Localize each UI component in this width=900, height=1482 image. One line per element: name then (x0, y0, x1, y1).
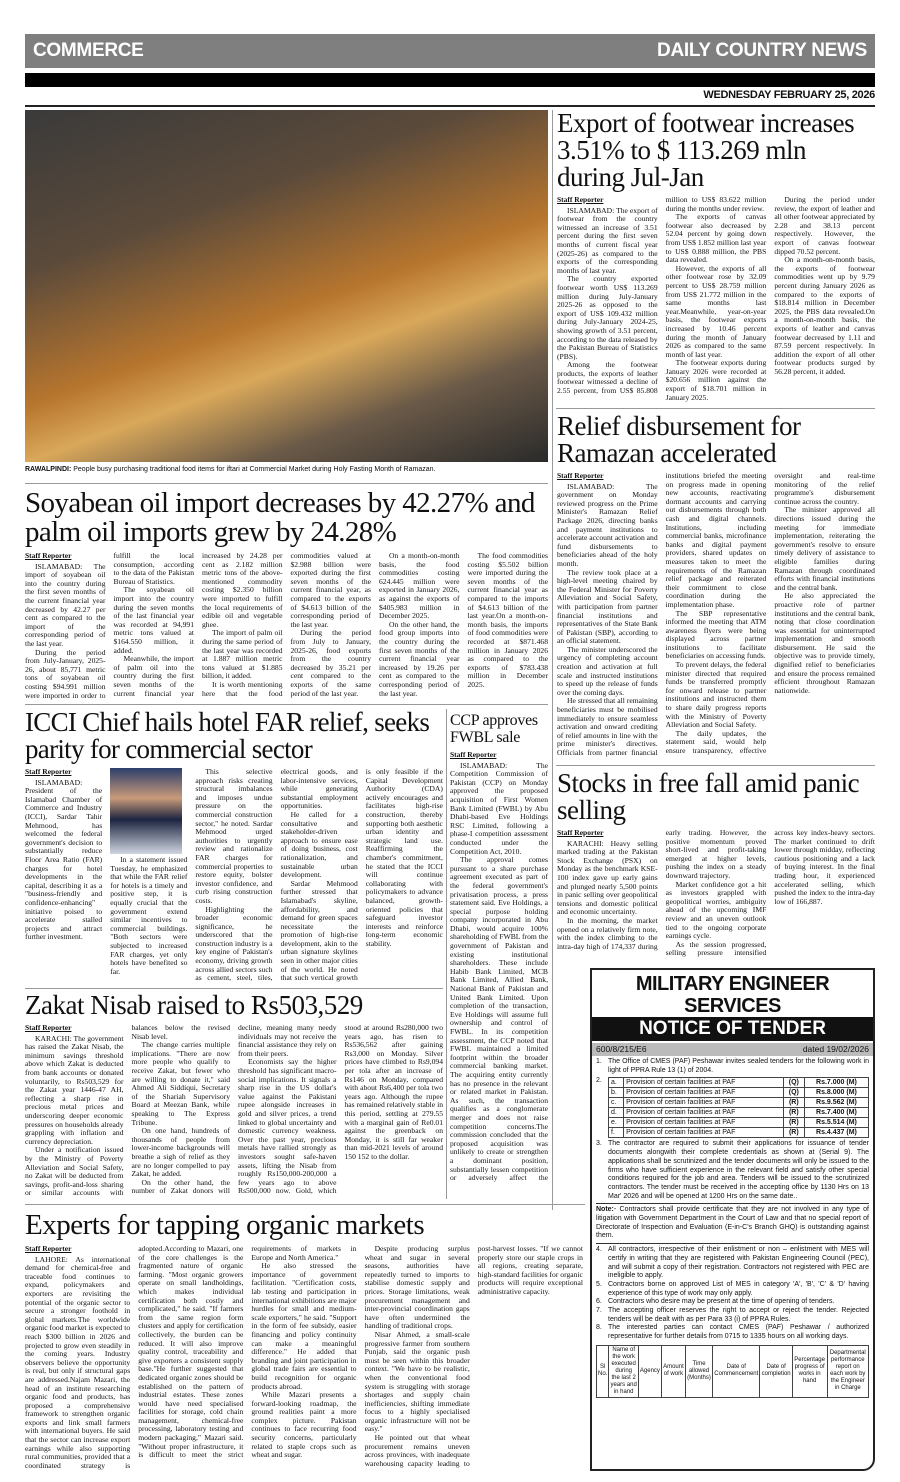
item-part: Contractors who desire may be present at the time of opening of tenders. (608, 1298, 835, 1306)
headline-icci: ICCI Chief hails hotel FAR relief, seeks parity for commercial sector (25, 709, 430, 764)
tender-org: MILITARY ENGINEER SERVICES (635, 973, 830, 1017)
work-type: (R) (783, 1098, 804, 1108)
headline-experts: Experts for tapping organic markets (25, 1210, 425, 1241)
paragraph: On the other hand, the food group imports into the country during the first seven months of the current financial year increased by 19.26 per cent as compared to the corresponding period of the last year. (379, 619, 460, 698)
column-divider (446, 709, 447, 1199)
paragraph: The footwear exports during January 2026 were recorded at $20.656 million against the export of $18.701 million in January 2025. (665, 358, 767, 402)
table-header: Percentage progress of works in hand (792, 1345, 827, 1397)
paragraph: During the period from July to January, 2025-26, food exports from the country decreased by 35.21 per cent compared to the exports of the same period of the last year. (290, 628, 371, 698)
paragraph: Sardar Mehmood further stressed that Islamabad's skyline, affordability, and demand for green spaces necessitate the promotion of high-rise development, akin to the urban signature skylines seen in other major cities of the world. He noted that such vertical growth is only feasible if the Capital Development Authority (CDA) actively encourages and facilitates high-rise construction, thereby supporting both aesthetic urban identity and strategic land use. Reaffirming the chamber's commitment, he stated that the ICCI will continue collaborating with policymakers to advance balanced, growth-oriented policies that safeguard investor interests and reinforce long-term economic stability. (280, 768, 443, 983)
paragraph: However, the exports of all other footwear rose by 32.09 percent to US$ 28.759 million from US$ 21.772 million in the same months last year.Meanwhile, year-on-year basis, the footwear exports increased by 10.46 percent during the month of January 2026 as compared to the same month of last year. (665, 263, 767, 359)
story-experts (25, 1210, 583, 1474)
divider (25, 988, 443, 989)
table-header: Time allowed (Months) (685, 1345, 712, 1397)
work-sn: f. (609, 1128, 624, 1138)
paragraph: During the period from July-January, 2025-26, about 85,771 metric tons of soyabean oil costing $94.991 million were imported in order to fulfill the local consumption, according to the data of the Pakistan Bureau of Statistics. (25, 552, 194, 700)
note-label: Note: (596, 1206, 614, 1214)
paragraph: ISLAMABAD: President of the Islamabad Chamber of Commerce and Industry (ICCI), Sardar Tahir Mehmood, has welcomed the federal government's decision to substantially reduce Floor Area Ratio (FAR) charges for hotel developments in the capital, describing it as a "business-friendly and confidence-enhancing" initiative poised to accelerate stalled projects and attract further investment. (25, 777, 103, 942)
item-part: 4. (596, 1246, 602, 1254)
item-part: 7. (596, 1307, 602, 1315)
section-name: COMMERCE (33, 40, 144, 61)
work-amount: Rs.9.562 (M) (804, 1098, 868, 1108)
work-name: Provision of certain facilities at PAF (624, 1088, 784, 1098)
work-name: Provision of certain facilities at PAF (624, 1098, 784, 1108)
paragraph: KARACHI: The government has raised the Zakat Nisab, the minimum savings threshold above which Zakat is deducted from bank accounts or donated voluntarily, to Rs503,529 for the Zakat year 1446-47 AH, reflecting a sharp rise in precious metal prices and underscoring deeper economic pressures on households already grappling with inflation and currency depreciation. (25, 1033, 124, 1146)
paragraph: In the morning, the market opened on a relatively firm note, with the index climbing to the intra-day high of 174,337 during early trading. However, the positive momentum proved short-lived and profit-taking emerged at higher levels, pushing the index on a steady downward trajectory. (557, 829, 767, 951)
item-part: 5. (596, 1280, 602, 1288)
paragraph: On one hand, hundreds of thousands of people from lower-income backgrounds will breathe a sigh of relief as they are no longer compelled to pay Zakat, he added. (131, 1126, 230, 1179)
item-text: The contractor are required to submit their applications for issuance of tender documents alongwith their complete credentials as shown at (Serial 9). The applications shall be scrutinized and the tender documents will only be issued to the firms who have sufficient experience in the relevant field and satisfy other special conditions required for the job and area. Tenders will be issued to the scrutinized contractors. The tender must be received in the accepting office by 1130 Hrs on 13 Mar' 2026 and will be opened at 1200 Hrs on the same date.. (608, 1140, 869, 1200)
work-amount: Rs.5.514 (M) (804, 1118, 868, 1128)
table-header: Agency (638, 1345, 661, 1397)
work-name: Provision of certain facilities at PAF (624, 1078, 784, 1088)
work-row (609, 1128, 869, 1138)
paragraph: It is worth mentioning here that the food commodities valued at $2.988 billion were exported during the first seven months of the current financial year, as compared to the exports of $4.613 billion of the corresponding period of the last year. (202, 552, 371, 698)
story-ccp (450, 712, 548, 1198)
article-stocks (557, 829, 875, 958)
paragraph: The change carries multiple implications. "There are now more people who qualify to receive Zakat, but fewer who are willing to donate it," said Ahmed Ali Siddiqui, Secretary of the Shariah Supervisory Board at Meezan Bank, while speaking to The Express Tribune. (131, 1040, 230, 1127)
work-name: Provision of certain facilities at PAF (624, 1118, 784, 1128)
divider (556, 765, 875, 766)
work-amount: Rs.7.000 (M) (804, 1078, 868, 1088)
paragraph: On a month-on-month basis, the exports of footwear commodities went up by 9.79 percent during January 2026 as compared to the exports of $18.814 million in December 2025, the PBS data revealed.On a month-on-month basis, the exports of leather and canvas footwear decreased by 1.11 and 87.59 percent respectively. In addition the export of all other footwear products surged by 56.28 percent, it added. (774, 255, 875, 376)
work-name: Provision of certain facilities at PAF (624, 1108, 784, 1118)
item-part: 8. (596, 1324, 602, 1332)
work-amount: Rs.8.000 (M) (804, 1088, 868, 1098)
tender-ref-bar (592, 1043, 873, 1056)
paragraph: The SBP representative informed the meeting that ATM awareness flyers were being displayed across partner institutions to facilitate beneficiaries on accessing funds. (665, 608, 767, 661)
divider-bar (25, 73, 875, 87)
work-amount: Rs.4.437 (M) (804, 1128, 868, 1138)
paragraph: He also appreciated the proactive role of partner institutions and the central bank, noting that close coordination was essential for uninterrupted implementation and smooth disbursement. He said the objective was to provide timely, dignified relief to beneficiaries and ensure the process remained efficient throughout Ramazan nationwide. (774, 591, 875, 695)
section-banner (25, 34, 875, 68)
work-sn: b. (609, 1088, 624, 1098)
tender-item-2 (596, 1077, 869, 1138)
article-ccp (450, 751, 548, 1198)
item-part: All contractors, irrespective of their enlistment or non – enlistment with MES will certify in writing that they are registered with Pakistan Engineering Council (PEC), and will submit a copy of their registration. Contractors not registered with PEC are ineligible to apply. (608, 1246, 869, 1280)
tender-notice-ad (590, 968, 875, 1471)
story-zakat (25, 992, 443, 1200)
paragraph: On the other hand, the number of Zakat donors will decline, meaning many needy individuals may not receive the financial assistance they rely on from their peers. (131, 1024, 337, 1196)
note-text: - Contractors shall provide certificate that they are not involved in any type of litigation with Government Department in the Court of Law and that no special report of Directorate of Inspection and Evaluation (E-in-C's Branch GHQ) is outstanding against them. (596, 1206, 869, 1240)
item-text: The Office of CMES (PAF) Peshawar invites sealed tenders for the following work in light of PPRA Rule 13 (1) of 2004. (608, 1058, 869, 1074)
paragraph: Highlighting the broader economic significance, he underscored that the construction industry is a key engine of Pakistan's economy, driving growth across allied sectors such as cement, steel, tiles, electrical goods, and labor-intensive services, while generating substantial employment opportunities. (195, 768, 358, 983)
work-row (609, 1098, 869, 1108)
newspaper-name: DAILY COUNTRY NEWS (657, 40, 867, 61)
byline: Staff Reporter (557, 829, 604, 837)
tender-item (596, 1298, 869, 1307)
tender-item (596, 1246, 869, 1281)
work-row (609, 1118, 869, 1128)
paragraph: LAHORE: As international demand for chemical-free and traceable food continues to expand, policymakers and exporters are revisiting the potential of the organic sector to secure a stronger foothold in global markets.The worldwide organic food market is expected to reach $300 billion in 2026 and projected to grow even steadily in the coming years. Industry observers believe the opportunity is real, but only if structural gaps are addressed.Najam Mazari, the head of an institute researching organic food and products, has proposed a comprehensive framework to strengthen organic exports and link small farmers with international buyers. He said that the sector can increase export earnings while also supporting rural communities, provided that a coordinated strategy is adopted.According to Mazari, one of the core challenges is the fragmented nature of organic farming. "Most organic growers operate on small landholdings, which makes individual certification both costly and complicated," he said. "If farmers from the same region form clusters and apply for certification collectively, the burden can be reduced. It will also improve quality control, traceability and give exporters a consistent supply base."He further suggested that dedicated organic zones should be established on the pattern of industrial estates. These zones would have need specialised facilities for storage, cold chain management, chemical-free processing, laboratory testing and modern packaging," Mazari said. "Without proper infrastructure, it is difficult to meet the strict requirements of markets in Europe and North America." (25, 1245, 357, 1470)
story-relief (557, 413, 875, 761)
table-header: Date of Commencement (713, 1345, 760, 1397)
divider (25, 704, 548, 705)
paragraph: ISLAMABAD: The export of footwear from the country witnessed an increase of 3.51 percent during the first seven months of current fiscal year (2025-26) as compared to the exports of the corresponding months of last year. (557, 205, 658, 275)
news-photo (25, 110, 548, 462)
byline: Staff Reporter (25, 768, 72, 776)
divider (25, 105, 875, 107)
headline-footwear: Export of footwear increases 3.51% to $ 113.269 mln during Jul-Jan (557, 110, 855, 192)
tender-note (596, 1206, 869, 1241)
paragraph: The minister underscored the urgency of completing account creation and activation at full scale and instructed institutions to speed up the release of funds over the coming days. (557, 644, 658, 697)
work-type: (Q) (783, 1078, 804, 1088)
tender-ref: 600/8/215/E6 (596, 1044, 647, 1054)
paragraph: Despite producing surplus wheat and sugar in several seasons, authorities have repeatedly turned to imports to stabilise domestic supply and prices. Storage limitations, weak procurement management and inter-provincial coordination gaps have often undermined the handling of traditional crops. (364, 1245, 470, 1331)
paragraph: The country exported footwear worth US$ 113.269 million during July-January 2025-26 as opposed to the export of US$ 109.432 million during July-January 2024-25, showing growth of 3.51 percent, according to the data released by the Pakistan Bureau of Statistics (PBS). (557, 274, 658, 361)
story-icci (25, 709, 443, 985)
tender-item (596, 1281, 869, 1298)
paragraph: He called for a consultative and stakeholder-driven approach to ensure ease of doing business, cost rationalization, and sustainable urban development. (280, 809, 358, 880)
paragraph: He also stressed the importance of government facilitation. "Certification costs, lab testing and participation in international exhibitions are major hurdles for small and medium-scale exporters," he said. "Support in the form of fee subsidy, easier financing and policy continuity can make a meaningful difference." He added that branding and joint participation in global trade fairs are essential to build recognition for organic products abroad. (251, 1261, 357, 1391)
caption-text: People busy purchasing traditional food items for iftari at Commercial Market during Holy Fasting Month of Ramazan. (73, 466, 436, 473)
table-header: Name of the work executed during the last 2 years and in hand (609, 1345, 638, 1397)
person-photo (110, 768, 182, 854)
tender-conditions (596, 1246, 869, 1342)
paragraph: On a month-on-month basis, the food commodities costing 624.445 million were exported in January 2026, as against the exports of $405.983 million in December 2025. (379, 552, 460, 621)
work-sn: d. (609, 1108, 624, 1118)
table-header: Sl No. (597, 1345, 609, 1397)
story-footwear (557, 110, 875, 405)
item-part: Contractors borne on approved List of MES in category 'A', 'B', 'C' & 'D' having experience of this type of work may only apply. (608, 1280, 869, 1297)
paragraph: ISLAMABAD: The Competition Commission of Pakistan (CCP) on Monday approved the proposed acquisition of First Women Bank Limited (FWBL) by Abu Dhabi-based Eve Holdings RSC Limited, following a phase-I competition assessment conducted under the Competition Act, 2010. (450, 760, 548, 856)
work-row (609, 1108, 869, 1118)
paragraph: This selective approach risks creating structural imbalances and imposes undue pressure on the commercial construction sector," he noted. Sardar Mehmood urged authorities to urgently review and rationalize FAR charges for commercial properties to restore equity, bolster investor confidence, and curb rising construction costs. (195, 768, 273, 905)
tender-title: NOTICE OF TENDER (592, 1017, 873, 1041)
table-header: Departmental performance report on each work by the Engineer in Charge (827, 1345, 868, 1397)
headline-zakat: Zakat Nisab raised to Rs503,529 (25, 992, 363, 1020)
headline-relief: Relief disbursement for Ramazan accelerated (557, 413, 801, 468)
photo-caption (25, 465, 548, 474)
byline: Staff Reporter (25, 552, 72, 560)
work-type: (R) (783, 1118, 804, 1128)
work-row (609, 1088, 869, 1098)
byline: Staff Reporter (25, 1024, 72, 1032)
paragraph: The import of palm oil during the same period of the last year was recorded at 1.887 million metric tons valued at $1.885 billion, it added. (202, 628, 283, 681)
works-table (608, 1077, 869, 1138)
item-number: 3. (596, 1140, 602, 1148)
caption-dateline: RAWALPINDI: (25, 466, 72, 473)
paragraph: While Mazari presents a forward-looking roadmap, the ground realities paint a more complex picture. Pakistan continues to face recurring food security concerns, particularly related to staple crops such as wheat and sugar. (251, 1390, 357, 1460)
paragraph: As the session progressed, selling pressure intensified across key index-heavy sectors. The market continued to drift lower through midday, reflecting cautious positioning and a lack of buying interest. In the final trading hour, it experienced accelerated selling, which pushed the index to the intra-day low of 166,887. (665, 829, 875, 958)
divider (596, 1203, 869, 1204)
paragraph: The soyabean oil import into the country during the seven months of the last financial year was recorded at 94,991 metric tons valued at $164.550 million, it added. (113, 585, 194, 655)
paragraph: KARACHI: Heavy selling marked trading at the Pakistan Stock Exchange (PSX) on Monday as the benchmark KSE-100 index gave up early gains and plunged nearly 5,500 points in panic selling over geopolitical tensions and domestic political and economic uncertainty. (557, 838, 658, 917)
tender-date: dated 19/02/2026 (802, 1044, 869, 1054)
paragraph: The minister approved all directions issued during the meeting for immediate implementation, reiterating the government's resolve to ensure timely delivery of assistance to eligible families during Ramazan through coordinated efforts with financial institutions and the central bank. (774, 505, 875, 592)
article-soyabean (25, 552, 548, 701)
paragraph: Market confidence got a hit as investors grappled with geopolitical worries, ambiguity ahead of the upcoming IMF review and an uneven outlook tied to the ongoing corporate earnings cycle. (665, 879, 767, 941)
divider (556, 408, 875, 409)
byline: Staff Reporter (557, 472, 604, 480)
story-stocks (557, 770, 875, 958)
paragraph: The approval comes pursuant to a share purchase agreement executed as part of the federal government's privatisation process, a press statement said. Eve Holdings, a special purpose holding company incorporated in Abu Dhabi, would acquire 100% shareholding of FWBL from the government of Pakistan and existing institutional shareholders. These include Habib Bank Limited, MCB Bank Limited, Allied Bank, National Bank of Pakistan and United Bank Limited. Upon completion of the transaction, Eve Holdings will assume full ownership and control of FWBL. In its competition assessment, the CCP noted that FWBL maintained a limited footprint within the broader commercial banking market. The acquiring entity currently has no presence in the relevant or related market in Pakistan. As such, the transaction qualifies as a conglomerate merger and does not raise competition concerns.The commission concluded that the proposed acquisition was unlikely to create or strengthen a dominant position, substantially lessen competition or adversely affect the (450, 855, 548, 1183)
paragraph: The food commodities costing $5.502 billion were imported during the seven months of the current financial year as compared to the imports of $4.613 billion of the last year.On a month-on-month basis, the imports of food commodities were recorded at $871.468 million in January 2026 as compared to the exports of $783.438 million in December 2025. (467, 552, 548, 689)
item-part: The accepting officer reserves the right to accept or reject the tender. Rejected tenders will be dealt with as per Para 33 (i) of PPRA Rules. (608, 1307, 869, 1323)
byline: Staff Reporter (25, 1245, 72, 1253)
tender-item (596, 1307, 869, 1324)
tender-item-3 (596, 1140, 869, 1201)
paragraph: In a statement issued Tuesday, he emphasized that while the FAR relief for hotels is a timely and positive step, it is equally crucial that the government extend similar incentives to commercial buildings. "Both sectors were subjected to increased FAR charges, yet only hotels have benefited so far. (110, 855, 188, 976)
table-header: Amount of work (661, 1345, 685, 1397)
item-number: 2. (596, 1077, 602, 1085)
work-name: Provision of certain facilities at PAF (624, 1128, 784, 1138)
paragraph: During the period under review, the export of leather and all other footwear appreciated by 2.28 and 38.13 percent respectively. However, the export of canvas footwear dipped 70.52 percent. (774, 196, 875, 256)
divider (596, 1243, 869, 1244)
article-icci (25, 768, 443, 985)
byline: Staff Reporter (450, 751, 497, 759)
work-type: (Q) (783, 1088, 804, 1098)
item-number: 1. (596, 1058, 602, 1065)
table-header: Date of completion (760, 1345, 792, 1397)
work-sn: c. (609, 1098, 624, 1108)
headline-ccp: CCP approves FWBL sale (450, 712, 538, 746)
item-part: 6. (596, 1298, 602, 1306)
paragraph: Nisar Ahmed, a small-scale progressive farmer from southern Punjab, said the organic push must be seen within this broader context. "We have to be realistic, when the conventional food system is struggling with storage shortages and supply chain inefficiencies, shifting immediate focus to a highly specialised organic infrastructure will not be easy." (364, 1329, 470, 1434)
work-amount: Rs.7.400 (M) (804, 1108, 868, 1118)
item-part: The interested parties can contact CMES (PAF) Peshawar / authorized representative for further details from 0715 to 1335 hours on all working days. (608, 1324, 869, 1341)
paragraph: Economists say the higher threshold has significant macro-social implications. It signals a sharp rise in the US dollar's value against the Pakistani rupee alongside increases in gold and silver prices, a trend linked to global uncertainty and domestic currency weakness. Over the past year, precious metals have rallied strongly as investors sought safe-haven assets, lifting the Nisab from roughly Rs150,000-200,000 a few years ago to above Rs500,000 now. Gold, which stood at around Rs280,000 two years ago, has risen to Rs536,562 after gaining Rs3,000 on Monday. Silver prices have climbed to Rs9,094 per tola after an increase of Rs146 on Monday, compared with about Rs6,400 per tola two years ago. Although the rupee has remained relatively stable in this period, settling at 279.55 with a marginal gain of Re0.01 against the greenback on Monday, it is still far weaker than mid-2021 levels of around 150 152 to the dollar. (238, 1024, 443, 1196)
paragraph: Meanwhile, the import of palm oil into the country during the first seven months of the current financial year increased by 24.28 per cent as 2.182 million metric tons of the above-mentioned commodity costing $2.350 billion were imported to fulfill the local requirements of edible oil and vegetable ghee. (113, 552, 283, 698)
headline-stocks: Stocks in free fall amid panic selling (557, 770, 860, 825)
paragraph: The daily updates, the statement said, would help ensure transparency, effective oversight and real-time monitoring of the relief programme's disbursement continue across the country. (665, 472, 875, 755)
article-footwear (557, 196, 875, 405)
paragraph: The review took place at a high-level meeting chaired by the Federal Minister for Poverty Alleviation and Social Safety, with participation from partner financial institutions and representatives of the State Bank of Pakistan (SBP), according to an official statement. (557, 567, 658, 646)
byline: Staff Reporter (557, 196, 604, 204)
paragraph: To prevent delays, the federal minister directed that required funds be transferred promptly for onward release to partner institutions and instructed them to share daily progress reports with the Ministry of Poverty Alleviation and Social Safety. (665, 660, 767, 730)
divider (25, 1204, 585, 1205)
paragraph: Under a notification issued by the Ministry of Poverty Alleviation and Social Safety, no Zakat will be deducted from savings, profit-and-loss sharing or similar accounts with balances below the revised Nisab level. (25, 1024, 230, 1198)
tender-item (596, 1324, 869, 1341)
article-experts (25, 1245, 583, 1474)
article-relief (557, 472, 875, 761)
article-zakat (25, 1024, 443, 1200)
paragraph: Among the footwear products, the exports of leather footwear witnessed a decline of 2.55 percent, from US$ 85.808 million to US$ 83.622 million during the months under review. (557, 196, 767, 396)
paragraph: ISLAMABAD: The government on Monday reviewed progress on the Prime Minister's Ramazan Relief Package 2026, directing banks and payment institutions to accelerate account activation and fund disbursements to beneficiaries ahead of the holy month. (557, 481, 658, 568)
work-sn: a. (609, 1078, 624, 1088)
paragraph: The exports of canvas footwear also decreased by 52.04 percent by going down from US$ 1.852 million last year to US$ 0.888 million, the PBS data revealed. (665, 212, 767, 265)
credentials-table (596, 1345, 869, 1398)
headline-soyabean: Soyabean oil import decreases by 42.27% and palm oil imports grew by 24.28% (25, 489, 535, 548)
paragraph: He stressed that all remaining beneficiaries must be mobilised immediately to ensure seamless activation and onward crediting of relief amounts in line with the prime minister's directives. Officials from partner financial institutions briefed the meeting on progress made in opening new accounts, reactivating dormant accounts and carrying out disbursements through both cash and digital channels. Institutions, including commercial banks, microfinance banks and digital payment providers, shared updates on measures taken to meet the requirements of the Ramazan relief package and reiterated their commitment to close coordination during the implementation phase. (557, 472, 767, 757)
work-sn: e. (609, 1118, 624, 1128)
tender-item-1 (596, 1058, 869, 1075)
column-divider (552, 110, 553, 1210)
work-row (609, 1078, 869, 1088)
work-type: (R) (783, 1128, 804, 1138)
photo-space (110, 768, 187, 856)
work-type: (R) (783, 1108, 804, 1118)
paragraph: ISLAMABAD: The import of soyabean oil into the country during the first seven months of the current financial year decreased by 42.27 per cent as compared to the import of the corresponding period of the last year. (25, 561, 106, 648)
issue-date: WEDNESDAY FEBRUARY 25, 2026 (703, 89, 875, 101)
paragraph: He pointed out that wheat procurement remains uneven across provinces, with inadequate warehousing capacity leading to post-harvest losses. "If we cannot properly store our staple crops in all regions, creating separate, high-standard facilities for organic products will require exceptional administrative capacity. (364, 1245, 583, 1468)
story-soyabean (25, 489, 548, 701)
divider (25, 483, 548, 484)
